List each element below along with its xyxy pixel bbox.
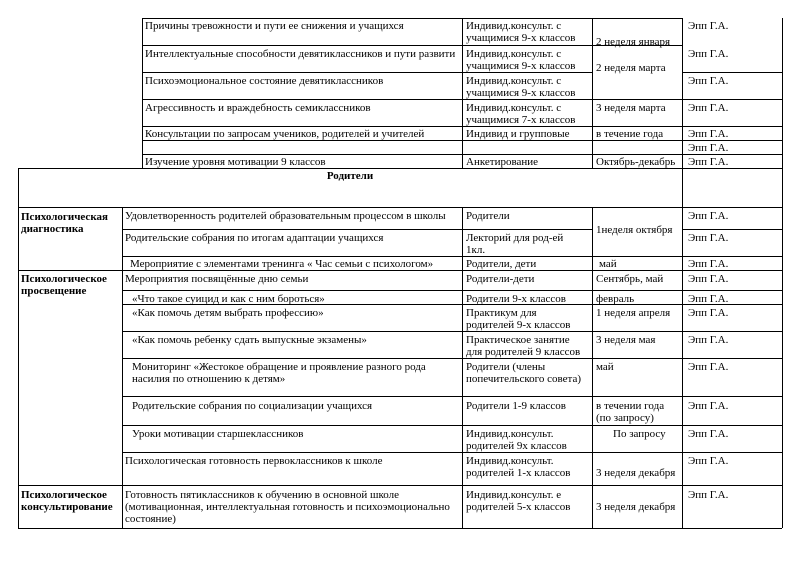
table-cell-executor: Эпп Г.А. — [688, 455, 729, 467]
table-cell-topic: Причины тревожности и пути ее снижения и учащихся — [145, 20, 404, 32]
table-cell-topic: «Как помочь детям выбрать профессию» — [132, 307, 324, 319]
table-cell-form: Практикум для родителей 9-х классов — [466, 307, 571, 331]
table-cell-executor: Эпп Г.А. — [688, 48, 729, 60]
table-cell-form: Анкетирование — [466, 156, 539, 168]
table-cell-date: в течение года — [596, 128, 664, 140]
category-label: Психологическая диагностика — [21, 211, 108, 235]
grid-line — [592, 18, 593, 168]
table-cell-form: Родители-дети — [466, 273, 535, 285]
table-cell-executor: Эпп Г.А. — [688, 128, 729, 140]
grid-line — [122, 256, 782, 257]
table-cell-topic: Родительские собрания по итогам адаптации учащихся — [125, 232, 384, 244]
category-label: Психологическое консультирование — [21, 489, 113, 513]
table-cell-executor: Эпп Г.А. — [688, 400, 729, 412]
table-cell-topic: Мероприятия посвящённые дню семьи — [125, 273, 309, 285]
category-label: Психологическое просвещение — [21, 273, 107, 297]
grid-line — [592, 207, 593, 528]
table-cell-date: 3 неделя декабря — [596, 501, 676, 513]
section-header: Родители — [326, 170, 374, 182]
table-cell-topic: Родительские собрания по социализации учащихся — [132, 400, 373, 412]
grid-line — [18, 485, 782, 486]
table-cell-form: Индивид.консульт. родителей 1-х классов — [466, 455, 571, 479]
grid-line — [142, 18, 143, 168]
grid-line — [122, 396, 782, 397]
table-cell-form: Индивид.консульт. с учащимися 9-х классов — [466, 20, 576, 44]
table-cell-date: 3 неделя марта — [596, 102, 666, 114]
table-cell-date: Октябрь-декабрь — [596, 156, 676, 168]
table-cell-executor: Эпп Г.А. — [688, 361, 729, 373]
table-cell-form: Лекторий для род-ей 1кл. — [466, 232, 564, 256]
table-cell-form: Родители, дети — [466, 258, 537, 270]
grid-line — [18, 168, 19, 528]
table-cell-topic: Мероприятие с элементами тренинга « Час семьи с психологом» — [130, 258, 434, 270]
table-cell-executor: Эпп Г.А. — [688, 232, 729, 244]
grid-line — [782, 18, 783, 528]
grid-line — [122, 207, 123, 528]
table-cell-date: май — [599, 258, 617, 270]
grid-line — [18, 207, 782, 208]
table-cell-executor: Эпп Г.А. — [688, 273, 729, 285]
table-cell-topic: Консультации по запросам учеников, родителей и учителей — [145, 128, 425, 140]
table-cell-date: 1 неделя апреля — [596, 307, 671, 319]
table-cell-topic: Психологическая готовность первоклассников к школе — [125, 455, 383, 467]
table-cell-executor: Эпп Г.А. — [688, 210, 729, 222]
grid-line — [18, 168, 782, 169]
table-cell-executor: Эпп Г.А. — [688, 156, 729, 168]
table-cell-date: 3 неделя декабря — [596, 467, 676, 479]
table-cell-executor: Эпп Г.А. — [688, 307, 729, 319]
table-cell-form: Родители (члены попечительского совета) — [466, 361, 582, 385]
table-cell-date: По запросу — [613, 428, 666, 440]
grid-line — [18, 270, 782, 271]
grid-line — [18, 528, 782, 529]
table-cell-topic: Уроки мотивации старшеклассников — [132, 428, 304, 440]
grid-line — [462, 207, 463, 528]
table-cell-form: Индивид.консульт. с учащимися 9-х классов — [466, 48, 576, 72]
table-cell-date: 3 неделя мая — [596, 334, 656, 346]
table-cell-topic: Готовность пятиклассников к обучению в основной школе (мотивационная, интеллектуальная готовность и психоэмоционально состояние) — [125, 489, 450, 525]
grid-line — [122, 425, 782, 426]
grid-line — [142, 18, 682, 19]
table-cell-date: май — [596, 361, 614, 373]
table-cell-form: Индивид.консульт. е родителей 5-х классов — [466, 489, 571, 513]
table-cell-topic: «Как помочь ребенку сдать выпускные экзамены» — [132, 334, 367, 346]
table-cell-date: 2 неделя января — [596, 36, 671, 48]
grid-line — [682, 72, 782, 73]
table-cell-form: Индивид.консульт. родителей 9х классов — [466, 428, 567, 452]
table-cell-topic: Интеллектуальные способности девятиклассников и пути развити — [145, 48, 456, 60]
table-cell-date: Сентябрь, май — [596, 273, 664, 285]
grid-line — [682, 18, 683, 528]
table-cell-date: в течении года (по запросу) — [596, 400, 665, 424]
table-cell-executor: Эпп Г.А. — [688, 75, 729, 87]
table-cell-form: Родители — [466, 210, 510, 222]
grid-line — [122, 331, 782, 332]
table-cell-executor: Эпп Г.А. — [688, 142, 729, 154]
table-cell-executor: Эпп Г.А. — [688, 428, 729, 440]
grid-line — [122, 358, 782, 359]
table-cell-form: Индивид и групповые — [466, 128, 570, 140]
table-cell-date: 1неделя октября — [596, 224, 673, 236]
table-cell-topic: Изучение уровня мотивации 9 классов — [145, 156, 326, 168]
table-cell-executor: Эпп Г.А. — [688, 20, 729, 32]
table-cell-date: 2 неделя марта — [596, 62, 666, 74]
grid-line — [682, 229, 782, 230]
table-cell-executor: Эпп Г.А. — [688, 293, 729, 305]
table-cell-executor: Эпп Г.А. — [688, 334, 729, 346]
grid-line — [122, 452, 782, 453]
table-cell-topic: Удовлетворенность родителей образовательным процессом в школы — [125, 210, 446, 222]
table-cell-topic: Агрессивность и враждебность семиклассников — [145, 102, 371, 114]
table-cell-form: Индивид.консульт. с учащимися 9-х классов — [466, 75, 576, 99]
table-cell-topic: «Что такое суицид и как с ним бороться» — [132, 293, 325, 305]
grid-line — [122, 229, 592, 230]
table-cell-form: Практическое занятие для родителей 9 классов — [466, 334, 581, 358]
table-cell-executor: Эпп Г.А. — [688, 102, 729, 114]
grid-line — [122, 290, 782, 291]
table-cell-topic: Психоэмоциональное состояние девятиклассников — [145, 75, 384, 87]
table-cell-executor: Эпп Г.А. — [688, 489, 729, 501]
table-cell-form: Родители 9-х классов — [466, 293, 566, 305]
table-cell-date: февраль — [596, 293, 635, 305]
grid-line — [142, 72, 592, 73]
table-cell-form: Родители 1-9 классов — [466, 400, 566, 412]
table-cell-executor: Эпп Г.А. — [688, 258, 729, 270]
table-cell-form: Индивид.консульт. с учащимися 7-х классов — [466, 102, 576, 126]
table-cell-topic: Мониторинг «Жестокое обращение и проявление разного рода насилия по отношению к детям» — [132, 361, 426, 385]
grid-line — [462, 18, 463, 168]
